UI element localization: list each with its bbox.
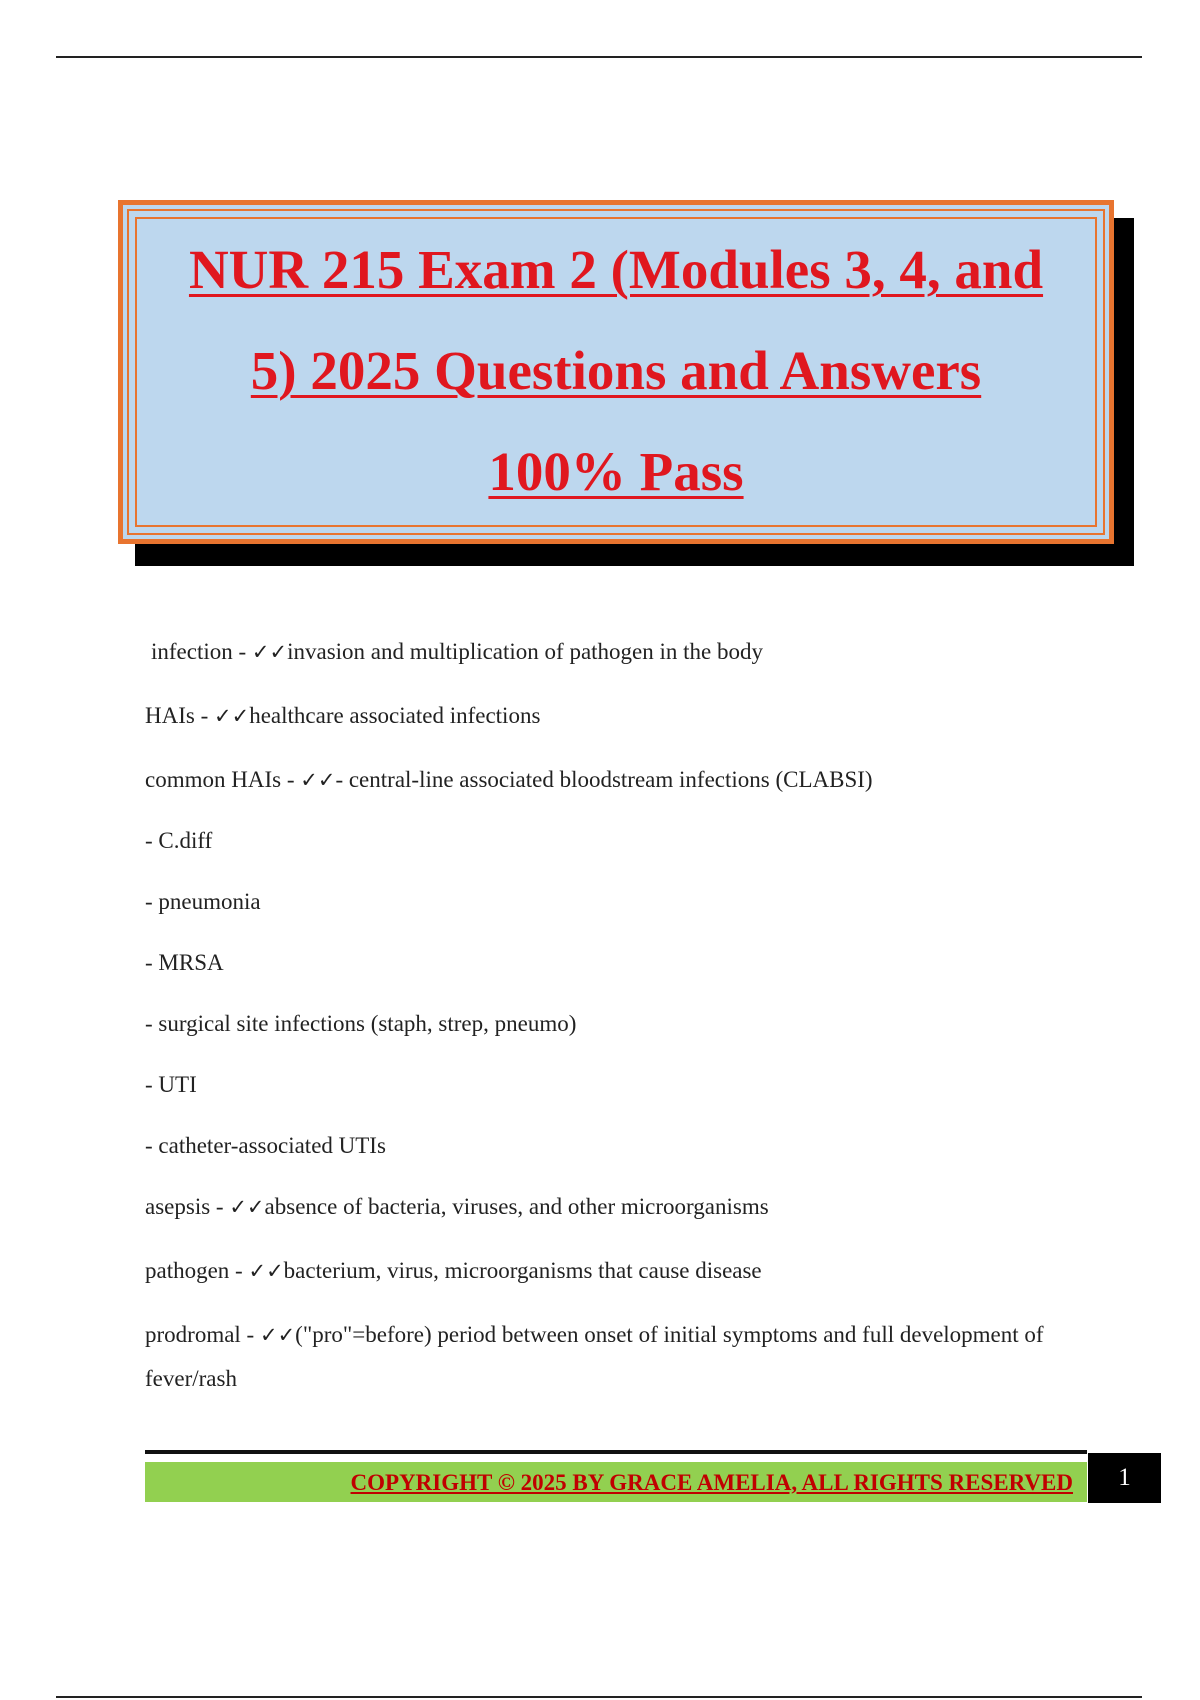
footer-bar — [145, 1462, 1087, 1502]
page-number: 1 — [1088, 1453, 1161, 1503]
double-check-icon: ✓✓ — [251, 640, 288, 664]
list-item: - C.diff — [145, 828, 213, 853]
entry-definition: invasion and multiplication of pathogen in the body — [287, 639, 764, 664]
title-box — [118, 200, 1114, 544]
list-item: - catheter-associated UTIs — [145, 1133, 386, 1158]
entry-term: prodromal - — [145, 1322, 260, 1347]
footer-rule — [145, 1450, 1087, 1454]
list-item: - surgical site infections (staph, strep, pneumo) — [145, 1011, 577, 1036]
entry-term: infection - — [151, 639, 252, 664]
flashcard-list — [145, 630, 1075, 1401]
entry-definition: absence of bacteria, viruses, and other microorganisms — [264, 1194, 769, 1219]
entry-definition: bacterium, virus, microorganisms that cause disease — [283, 1258, 762, 1283]
entry-term: common HAIs - — [145, 767, 301, 792]
entry-definition: healthcare associated infections — [249, 703, 541, 728]
entry-term: pathogen - — [145, 1258, 249, 1283]
title-line-3: 100% Pass — [488, 441, 744, 502]
double-check-icon: ✓✓ — [248, 1259, 284, 1283]
double-check-icon: ✓✓ — [300, 768, 336, 792]
entry-definition: ("pro"=before) period between onset of initial symptoms and full development of fever/rash — [145, 1322, 1044, 1391]
entry-definition: - central-line associated bloodstream infections (CLABSI) — [335, 767, 873, 792]
double-check-icon: ✓✓ — [259, 1323, 296, 1347]
entry-prodromal — [145, 1313, 1075, 1401]
entry-term: HAIs - — [145, 703, 214, 728]
list-item: - pneumonia — [145, 889, 261, 914]
entry-asepsis — [145, 1185, 1075, 1249]
entry-pathogen — [145, 1249, 1075, 1313]
double-check-icon: ✓✓ — [229, 1195, 265, 1219]
entry-common-hais — [145, 758, 1075, 819]
page-bottom-rule — [56, 1696, 1142, 1698]
title-line-2: 5) 2025 Questions and Answers — [250, 340, 982, 401]
double-check-icon: ✓✓ — [214, 704, 250, 728]
list-item: - UTI — [145, 1072, 197, 1097]
header-rule — [56, 56, 1142, 58]
document-title — [123, 219, 1109, 522]
title-line-1: NUR 215 Exam 2 (Modules 3, 4, and — [188, 239, 1044, 300]
list-item: - MRSA — [145, 950, 224, 975]
entry-term: asepsis - — [145, 1194, 230, 1219]
entry-infection — [145, 630, 1075, 694]
entry-hais — [145, 694, 1075, 758]
copyright-notice: COPYRIGHT © 2025 BY GRACE AMELIA, ALL RIGHTS RESERVED — [350, 1470, 1073, 1495]
